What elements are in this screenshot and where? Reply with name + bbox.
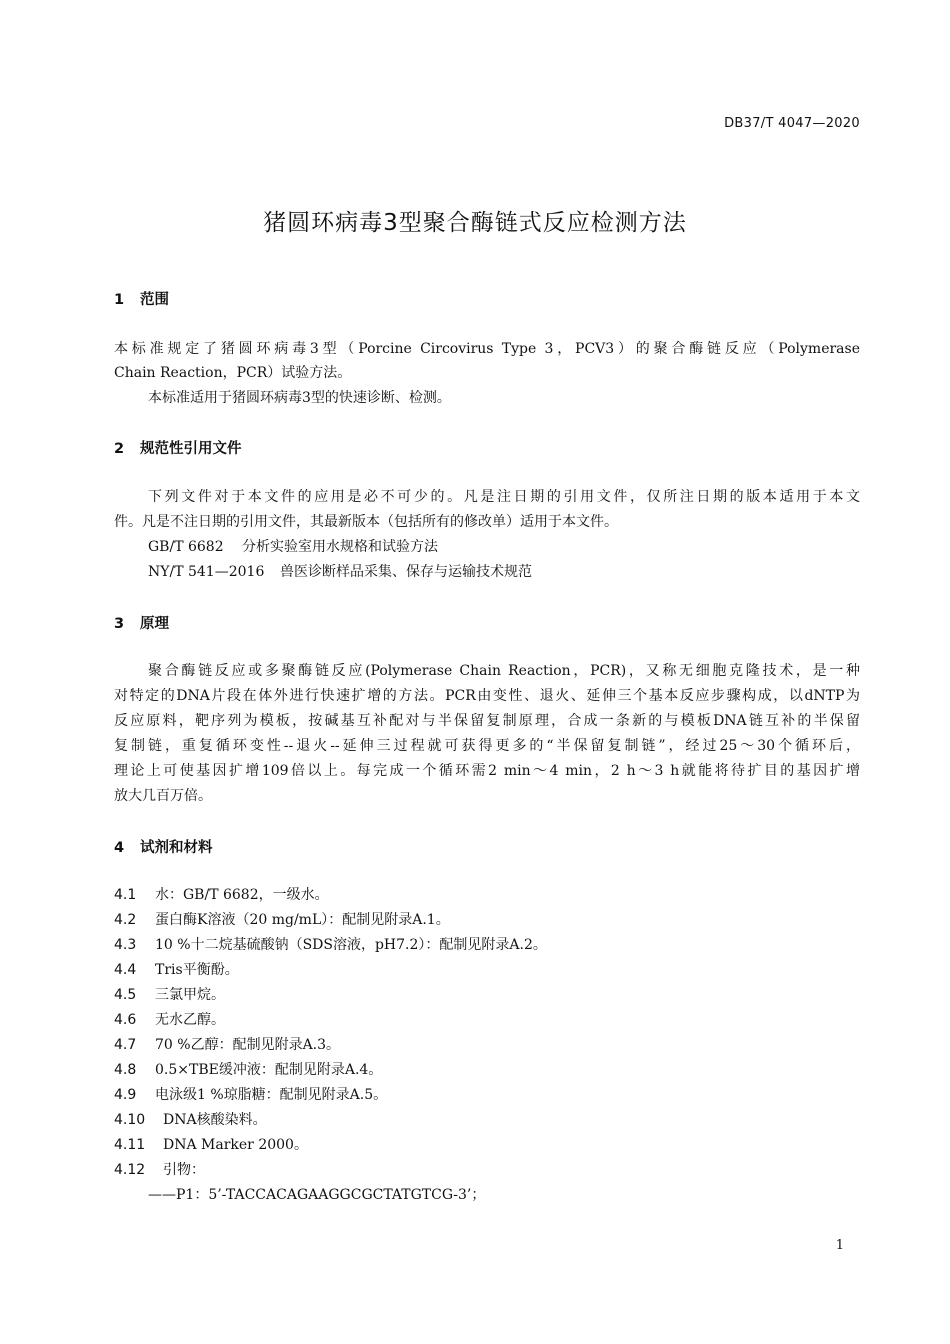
reference-code: GB/T 6682 — [148, 539, 224, 555]
reagent-item — [114, 909, 450, 929]
refs-paragraph-line-2: 件。凡是不注日期的引用文件，其最新版本（包括所有的修改单）适用于本文件。 — [114, 514, 618, 530]
item-number: 4.12 — [114, 1162, 146, 1178]
reagent-item — [114, 1159, 205, 1179]
item-number: 4.9 — [114, 1087, 137, 1103]
section-title: 规范性引用文件 — [140, 441, 242, 457]
section-title: 原理 — [140, 616, 169, 632]
section-3-heading — [114, 612, 169, 633]
reference-item — [148, 561, 532, 581]
scope-paragraph-2: 本标准适用于猪圆环病毒3型的快速诊断、检测。 — [148, 390, 451, 406]
reagent-item — [114, 984, 225, 1004]
scope-paragraph-line-2: Chain Reaction，PCR）试验方法。 — [114, 365, 352, 381]
item-number: 4.7 — [114, 1037, 137, 1053]
section-1-heading — [114, 288, 169, 309]
primer-p1: ——P1：5’-TACCACAGAAGGCGCTATGTCG-3’； — [148, 1187, 486, 1203]
standard-code: DB37/T 4047—2020 — [724, 116, 860, 131]
principle-line: 理论上可使基因扩增109倍以上。每完成一个循环需2 min～4 min，2 h～3 h就能将待扩目的基因扩增 — [114, 763, 860, 779]
principle-line: 对特定的DNA片段在体外进行快速扩增的方法。PCR由变性、退火、延伸三个基本反应步骤构成，以dNTP为 — [114, 688, 860, 704]
item-text: 蛋白酶K溶液（20 mg/mL）：配制见附录A.1。 — [155, 912, 450, 928]
reagent-item — [114, 1109, 267, 1129]
reagent-item — [114, 1084, 387, 1104]
reference-name: 兽医诊断样品采集、保存与运输技术规范 — [280, 564, 532, 580]
principle-line: 放大几百万倍。 — [114, 788, 212, 804]
section-title: 范围 — [140, 292, 169, 308]
item-text: DNA Marker 2000。 — [163, 1137, 308, 1153]
section-4-heading — [114, 836, 213, 857]
item-number: 4.1 — [114, 887, 137, 903]
reagent-item — [114, 1059, 382, 1079]
reagent-item — [114, 1009, 225, 1029]
principle-line: 聚合酶链反应或多聚酶链反应(Polymerase Chain Reaction，PCR)，又称无细胞克隆技术，是一种 — [148, 663, 860, 679]
section-number: 4 — [114, 840, 125, 856]
item-text: 无水乙醇。 — [155, 1012, 225, 1028]
item-text: 水：GB/T 6682，一级水。 — [155, 887, 329, 903]
document-title: 猪圆环病毒3型聚合酶链式反应检测方法 — [263, 210, 687, 236]
section-2-heading — [114, 437, 242, 458]
item-text: 0.5×TBE缓冲液：配制见附录A.4。 — [155, 1062, 383, 1078]
item-text: 引物： — [163, 1162, 205, 1178]
item-text: 10 %十二烷基硫酸钠（SDS溶液，pH7.2）：配制见附录A.2。 — [155, 937, 547, 953]
item-text: 电泳级1 %琼脂糖：配制见附录A.5。 — [155, 1087, 388, 1103]
reference-item — [148, 536, 438, 556]
item-text: 70 %乙醇：配制见附录A.3。 — [155, 1037, 341, 1053]
item-text: Tris平衡酚。 — [155, 962, 239, 978]
item-number: 4.8 — [114, 1062, 137, 1078]
item-number: 4.3 — [114, 937, 137, 953]
reference-name: 分析实验室用水规格和试验方法 — [242, 539, 438, 555]
reagent-item — [114, 934, 547, 954]
refs-paragraph-line-1: 下列文件对于本文件的应用是必不可少的。凡是注日期的引用文件，仅所注日期的版本适用于本文 — [148, 489, 860, 505]
section-title: 试剂和材料 — [140, 840, 213, 856]
item-number: 4.4 — [114, 962, 137, 978]
section-number: 1 — [114, 292, 125, 308]
reagent-item — [114, 959, 239, 979]
section-number: 2 — [114, 441, 125, 457]
scope-paragraph-line-1: 本标准规定了猪圆环病毒3型（Porcine Circovirus Type 3，PCV3）的聚合酶链反应（Polymerase — [114, 341, 860, 357]
item-number: 4.10 — [114, 1112, 146, 1128]
reagent-item — [114, 884, 329, 904]
principle-line: 复制链，重复循环变性--退火--延伸三过程就可获得更多的“半保留复制链”，经过25～30个循环后， — [114, 738, 860, 754]
reference-code: NY/T 541—2016 — [148, 564, 265, 580]
page-number: 1 — [835, 1238, 844, 1253]
item-number: 4.11 — [114, 1137, 146, 1153]
item-number: 4.5 — [114, 987, 137, 1003]
section-number: 3 — [114, 616, 125, 632]
reagent-item — [114, 1034, 340, 1054]
item-text: 三氯甲烷。 — [155, 987, 225, 1003]
reagent-item — [114, 1134, 308, 1154]
item-number: 4.2 — [114, 912, 137, 928]
principle-line: 反应原料，靶序列为模板，按碱基互补配对与半保留复制原理，合成一条新的与模板DNA链互补的半保留 — [114, 713, 860, 729]
item-text: DNA核酸染料。 — [163, 1112, 267, 1128]
item-number: 4.6 — [114, 1012, 137, 1028]
